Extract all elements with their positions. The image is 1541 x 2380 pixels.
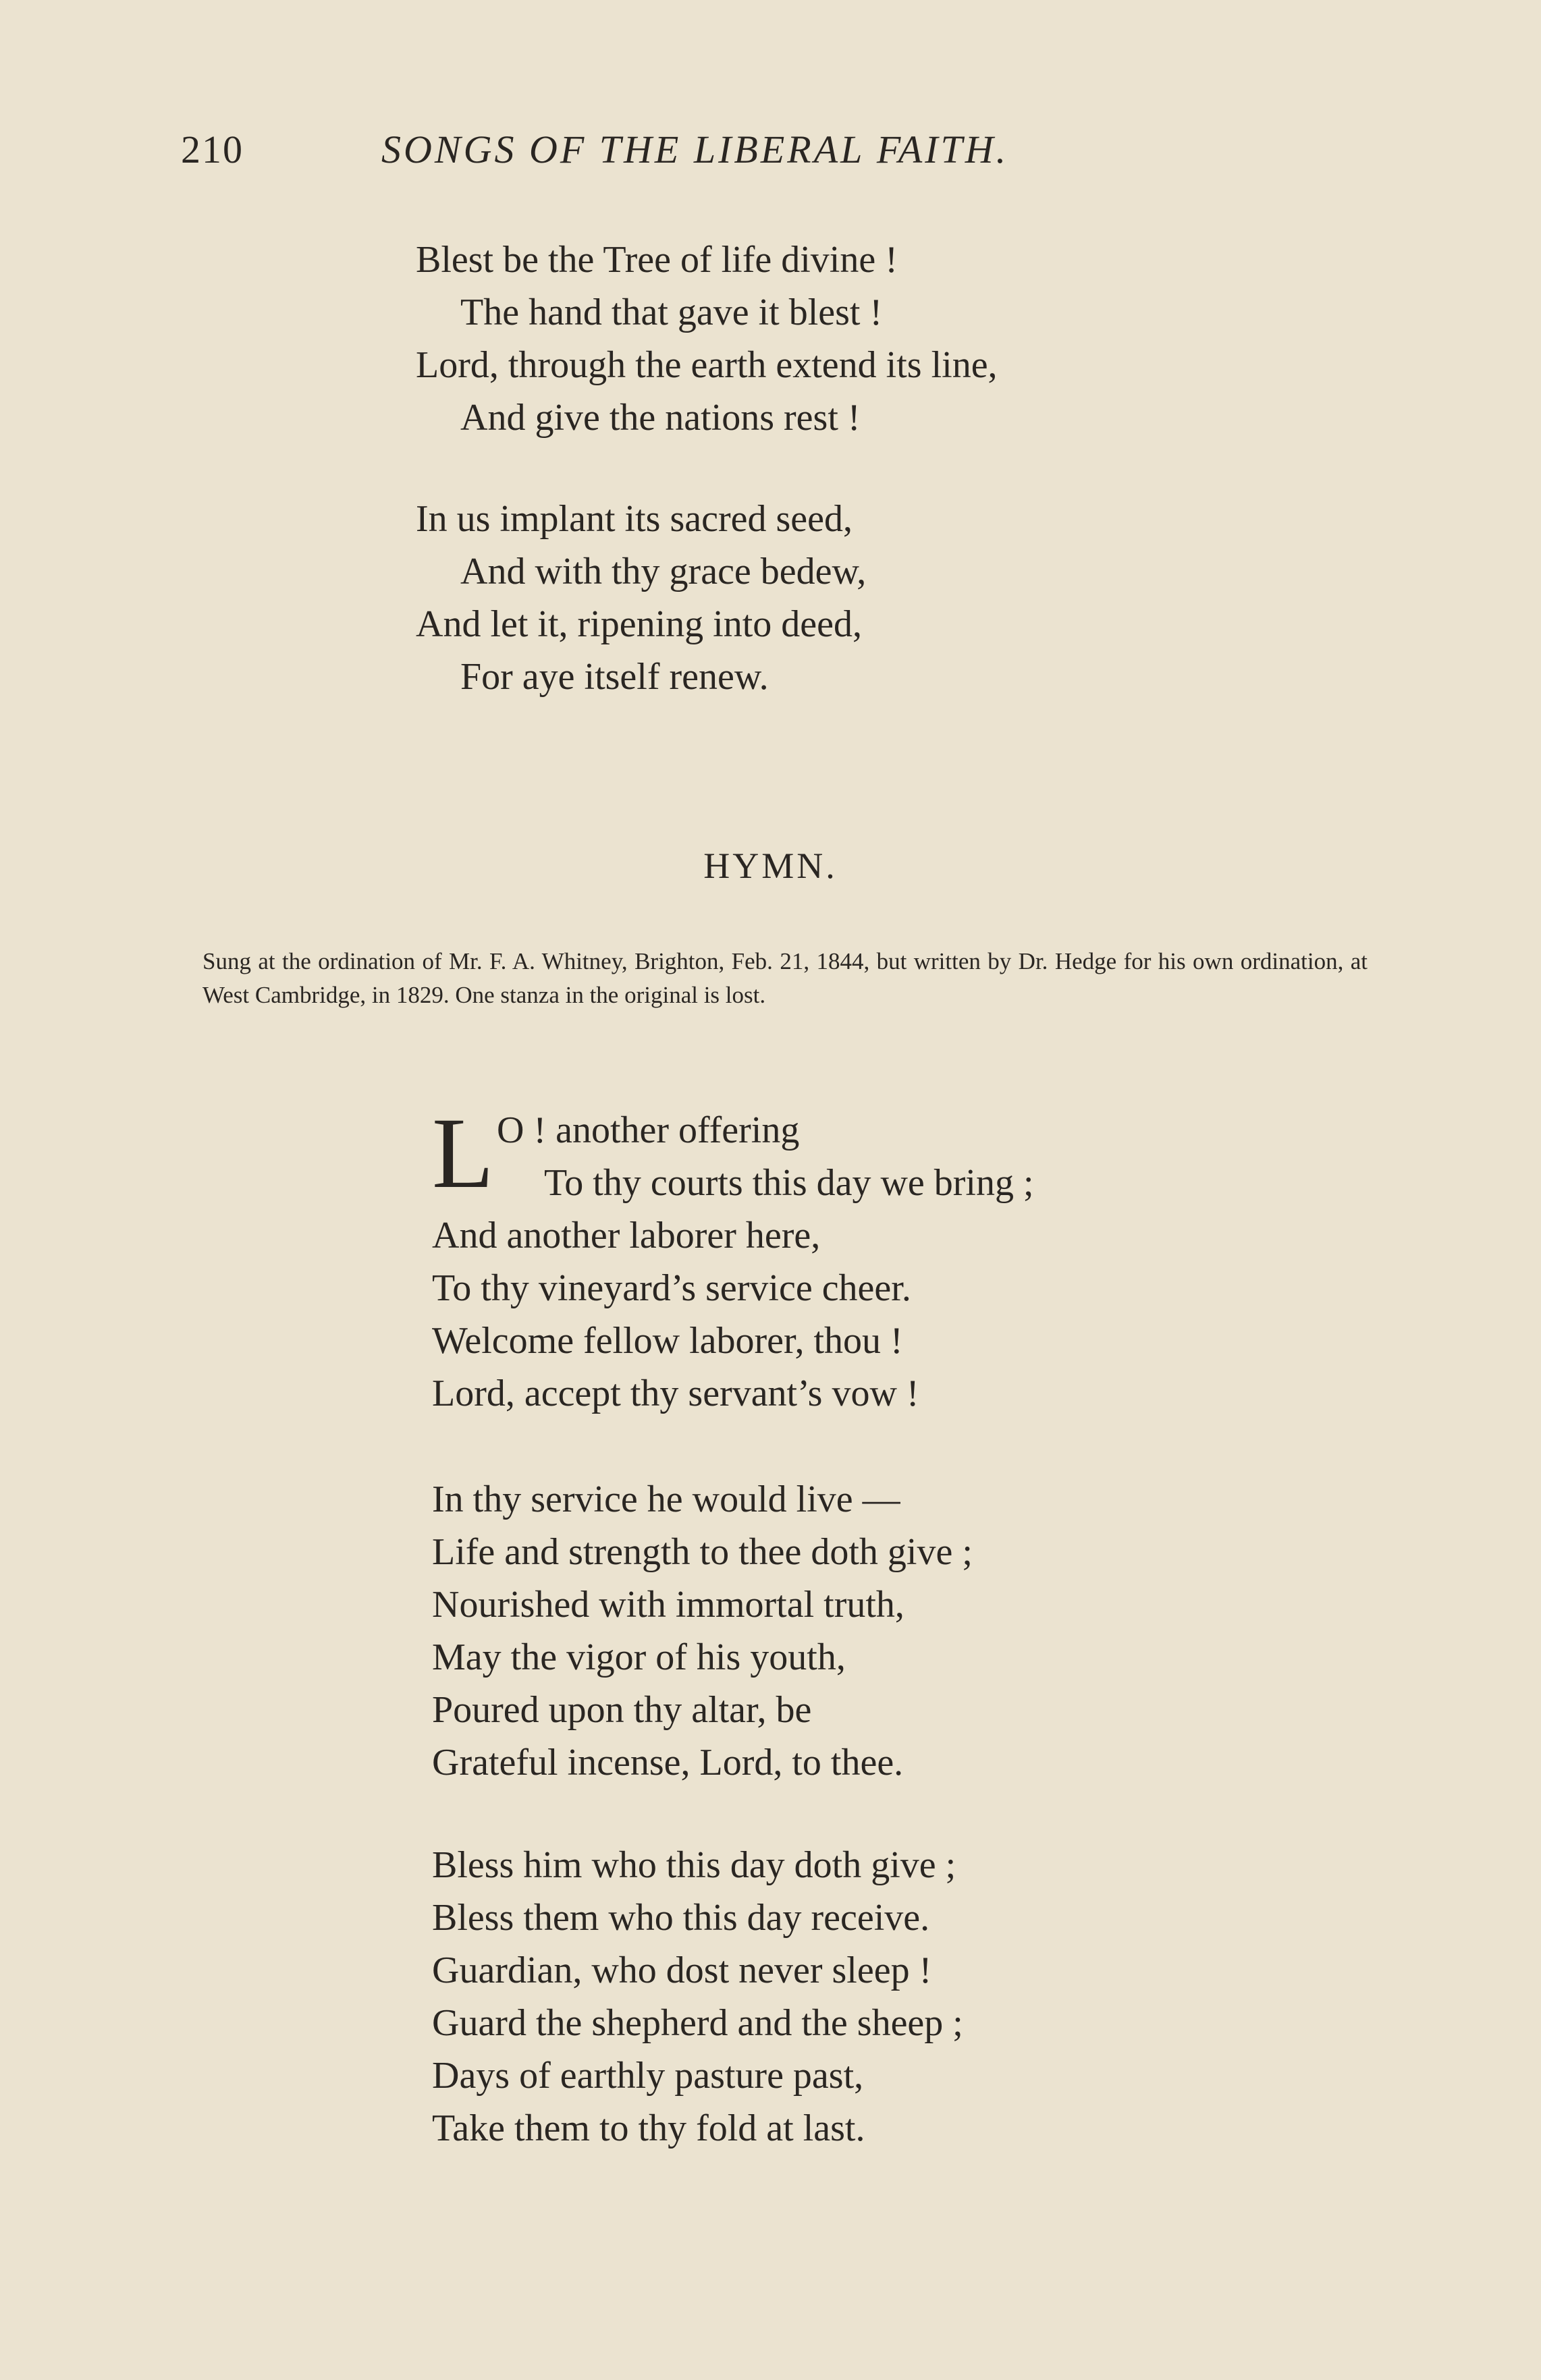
running-head: SONGS OF THE LIBERAL FAITH.: [381, 128, 1009, 171]
poem-line: Blest be the Tree of life divine !: [416, 239, 898, 281]
poem-line: For aye itself renew.: [460, 656, 769, 698]
poem-line: Life and strength to thee doth give ;: [432, 1531, 973, 1573]
poem-line: And with thy grace bedew,: [460, 551, 867, 592]
hymn-note: Sung at the ordination of Mr. F. A. Whitney, Brighton, Feb. 21, 1844, but written by Dr. Hedge for his own ordination, at West Cambridge, in 1829. One stanza in the original is lost.: [202, 948, 1368, 1008]
poem-line: Guardian, who dost never sleep !: [432, 1949, 932, 1991]
poem-line: Bless him who this day doth give ;: [432, 1844, 956, 1886]
poem-line: May the vigor of his youth,: [432, 1636, 846, 1678]
hymn-stanza-1: [432, 1097, 1541, 1420]
page-number: 210: [181, 128, 244, 171]
hymn-stanza-2: [432, 1473, 973, 1789]
poem-line: And let it, ripening into deed,: [416, 603, 862, 645]
poem-line: Lord, accept thy servant’s vow !: [432, 1373, 919, 1414]
poem-line: To thy courts this day we bring ;: [544, 1162, 1034, 1204]
hymn-stanza-3: [432, 1839, 963, 2155]
poem-line: O ! another offering: [497, 1109, 800, 1151]
hymn-title: HYMN.: [703, 846, 838, 886]
poem-line: In thy service he would live —: [432, 1478, 900, 1520]
poem-line: Bless them who this day receive.: [432, 1897, 930, 1939]
poem-line: Welcome fellow laborer, thou !: [432, 1320, 903, 1362]
poem-line: Guard the shepherd and the sheep ;: [432, 2002, 963, 2044]
poem-line: To thy vineyard’s service cheer.: [432, 1267, 911, 1309]
poem-line: Days of earthly pasture past,: [432, 2055, 864, 2097]
poem-line: Lord, through the earth extend its line,: [416, 344, 998, 386]
poem-line: Grateful incense, Lord, to thee.: [432, 1742, 904, 1783]
first-poem-stanza-2: [416, 493, 866, 703]
poem-line: Nourished with immortal truth,: [432, 1584, 904, 1626]
poem-line: Take them to thy fold at last.: [432, 2107, 865, 2149]
poem-line: And another laborer here,: [432, 1215, 821, 1256]
first-poem-stanza-1: [416, 233, 998, 444]
poem-line: The hand that gave it blest !: [460, 292, 883, 333]
poem-line: And give the nations rest !: [460, 397, 861, 439]
drop-cap: L: [432, 1097, 494, 1209]
poem-line: Poured upon thy altar, be: [432, 1689, 812, 1731]
poem-line: In us implant its sacred seed,: [416, 498, 853, 540]
